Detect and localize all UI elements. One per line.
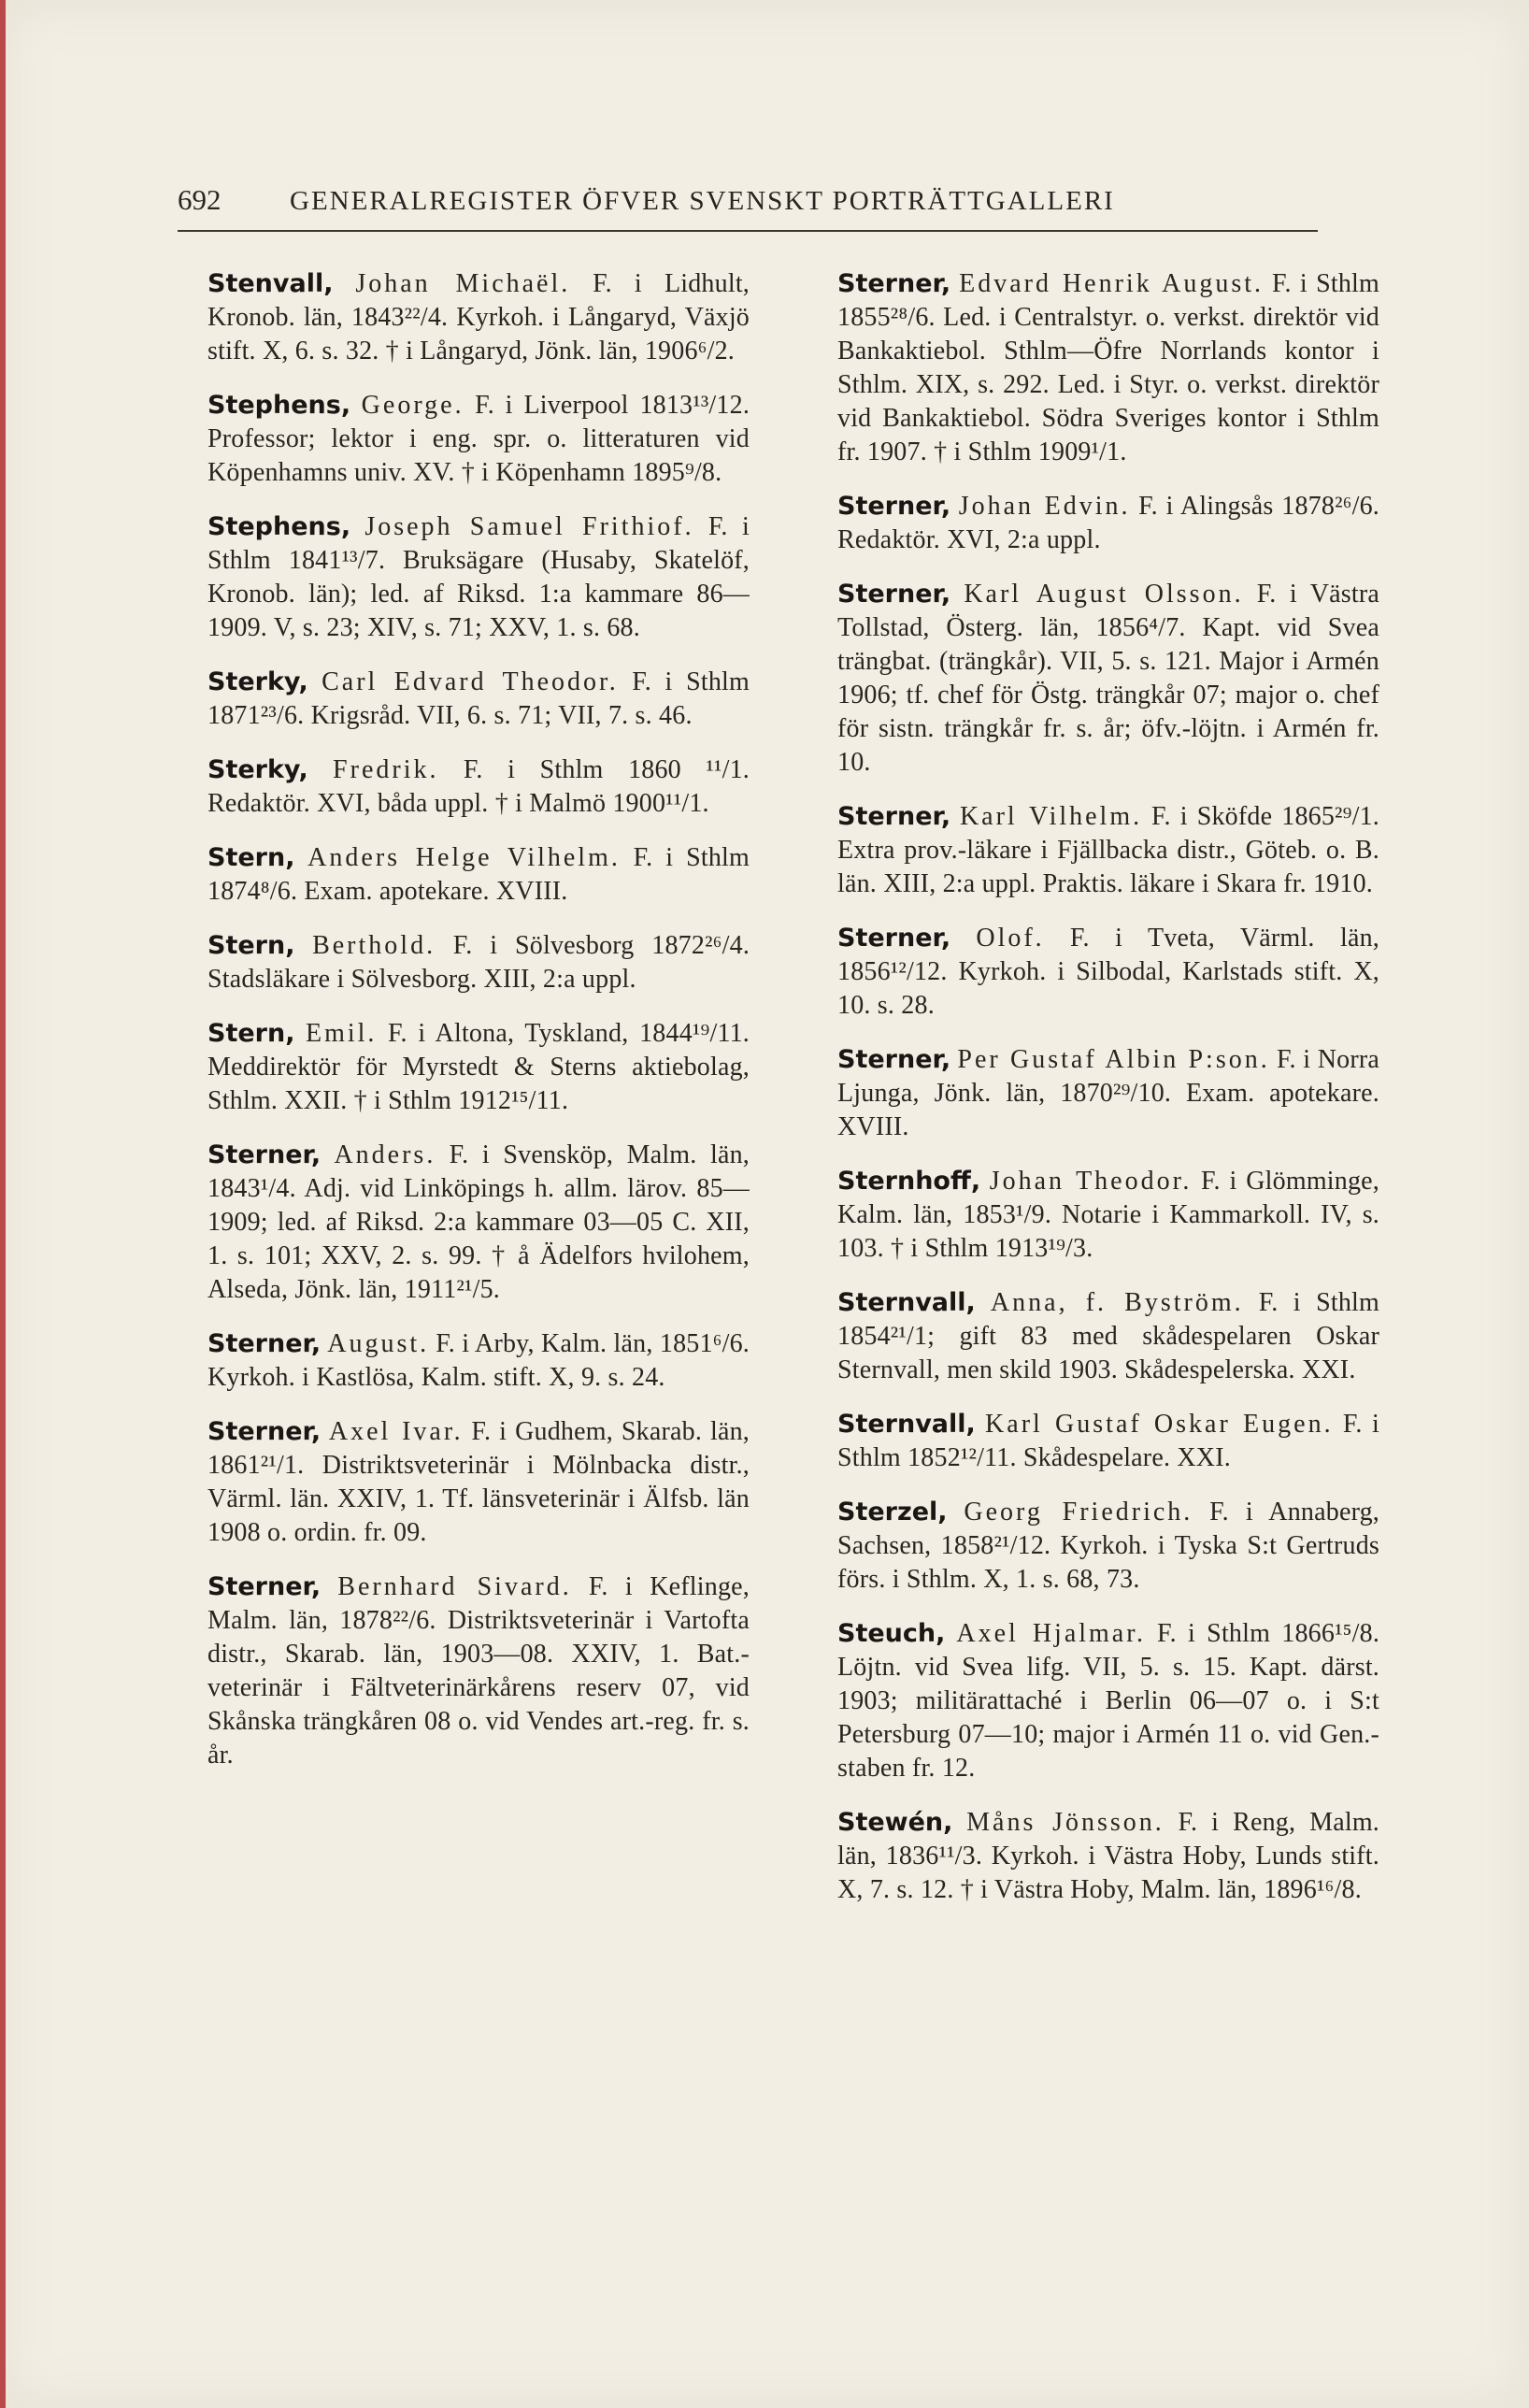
register-entry xyxy=(837,1496,1379,1597)
entry-text: F. i Sthlm 1866¹⁵/8. Löjtn. vid Svea lifg. VII, 5. s. 15. Kapt. därst. 1903; militärattaché i Berlin 06—07 o. i S:t Petersburg 07—10; major i Armén 11 o. vid Gen.-staben fr. 12. xyxy=(837,1619,1380,1783)
entry-surname: Sterzel, xyxy=(837,1498,948,1526)
page-number: 692 xyxy=(178,183,221,216)
entry-given-names: Carl Edvard Theodor. xyxy=(322,667,619,696)
entry-text: F. i Svensköp, Malm. län, 1843¹/4. Adj. vid Linköpings h. allm. lärov. 85—1909; led. af Riksd. 2:a kammare 03—05 C. XII, 1. s. 101; XXV, 2. s. 99. † å Ädelfors hvilohem, Alseda, Jönk. län, 1911²¹/5. xyxy=(207,1140,750,1304)
entry-text: F. i Glömminge, Kalm. län, 1853¹/9. Notarie i Kammarkoll. IV, s. 103. † i Sthlm 1913¹⁹/3. xyxy=(837,1167,1380,1263)
entry-surname: Sternvall, xyxy=(837,1288,976,1317)
entry-given-names: Måns Jönsson. xyxy=(966,1808,1165,1837)
entry-text: F. i Liverpool 1813¹³/12. Professor; lektor i eng. spr. o. litteraturen vid Köpenhamns univ. XV. † i Köpenhamn 1895⁹/8. xyxy=(207,391,750,487)
entry-surname: Sterner, xyxy=(207,1417,322,1446)
register-entry xyxy=(837,922,1379,1023)
entry-given-names: Johan Theodor. xyxy=(989,1167,1193,1196)
entry-surname: Sterner, xyxy=(837,269,951,298)
entry-surname: Stern, xyxy=(207,931,295,960)
register-entry xyxy=(207,666,750,733)
register-entry xyxy=(837,1806,1379,1907)
entry-given-names: Fredrik. xyxy=(333,755,439,784)
register-entry xyxy=(207,929,750,996)
register-entry xyxy=(837,1043,1379,1144)
entry-given-names: Axel Ivar. xyxy=(328,1417,464,1446)
entry-text: F. i Tveta, Värml. län, 1856¹²/12. Kyrkoh. i Silbodal, Karlstads stift. X, 10. s. 28. xyxy=(837,924,1380,1020)
register-entry xyxy=(837,1286,1379,1387)
entry-given-names: Johan Michaël. xyxy=(355,269,571,298)
entry-surname: Sterner, xyxy=(837,1045,951,1074)
entry-text: F. i Keflinge, Malm. län, 1878²²/6. Distriktsveterinär i Vartofta distr., Skarab. län, 1903—08. XXIV, 1. Bat.-veterinär i Fältveterinärkårens reserv 07, vid Skånska trängkåren 08 o. vid Vendes art.-reg. fr. s. år. xyxy=(207,1572,750,1770)
entry-given-names: Georg Friedrich. xyxy=(964,1498,1193,1526)
entry-text: F. i Sthlm 1855²⁸/6. Led. i Centralstyr. o. verkst. direktör vid Bankaktiebol. Sthlm—Öfre Norrlands kontor i Sthlm. XIX, s. 292. Led. i Styr. o. verkst. direktör vid Bankaktiebol. Södra Sveriges kontor i Sthlm fr. 1907. † i Sthlm 1909¹/1. xyxy=(837,269,1379,466)
entry-text: F. i Sthlm 1852¹²/11. Skådespelare. XXI. xyxy=(837,1410,1379,1472)
entry-surname: Stephens, xyxy=(207,391,351,420)
entry-surname: Sterner, xyxy=(837,492,951,521)
entry-surname: Steuch, xyxy=(837,1619,946,1648)
register-entry xyxy=(837,1408,1379,1475)
entry-given-names: Edvard Henrik August. xyxy=(959,269,1265,298)
register-entry xyxy=(837,490,1379,557)
header-rule xyxy=(178,230,1318,232)
entry-text: F. i Sölvesborg 1872²⁶/4. Stadsläkare i Sölvesborg. XIII, 2:a uppl. xyxy=(207,931,750,994)
entry-text: F. i Sthlm 1854²¹/1; gift 83 med skådespelaren Oskar Sternvall, men skild 1903. Skådespelerska. XXI. xyxy=(837,1288,1379,1384)
entry-given-names: Axel Hjalmar. xyxy=(956,1619,1147,1648)
register-entry xyxy=(207,389,750,490)
entry-text: F. i Sthlm 1871²³/6. Krigsråd. VII, 6. s. 71; VII, 7. s. 46. xyxy=(207,667,750,730)
entry-surname: Sterner, xyxy=(837,580,951,609)
entry-text: F. i Sthlm 1874⁸/6. Exam. apotekare. XVIII. xyxy=(207,843,750,906)
entry-given-names: Emil. xyxy=(305,1019,378,1048)
entry-text: F. i Västra Tollstad, Österg. län, 1856⁴/7. Kapt. vid Svea trängbat. (trängkår). VII, 5. s. 121. Major i Armén 1906; tf. chef för Östg. trängkår 07; major o. chef för sistn. trängkår fr. s. år; öfv.-löjtn. i Armén fr. 10. xyxy=(837,580,1380,777)
entry-surname: Sternvall, xyxy=(837,1410,976,1439)
register-entry xyxy=(837,267,1379,469)
entry-surname: Sterner, xyxy=(837,924,951,953)
register-entry xyxy=(837,578,1379,780)
register-entry xyxy=(207,1017,750,1118)
entry-given-names: Olof. xyxy=(976,924,1045,953)
register-entry xyxy=(837,1165,1379,1266)
entry-text: F. i Lidhult, Kronob. län, 1843²²/4. Kyrkoh. i Långaryd, Växjö stift. X, 6. s. 32. † i Långaryd, Jönk. län, 1906⁶/2. xyxy=(207,269,750,366)
register-entry xyxy=(207,267,750,368)
entry-surname: Stern, xyxy=(207,1019,295,1048)
entry-surname: Sterner, xyxy=(207,1572,322,1601)
entry-given-names: Bernhard Sivard. xyxy=(337,1572,572,1601)
register-entry xyxy=(837,1617,1379,1785)
entry-text: F. i Alingsås 1878²⁶/6. Redaktör. XVI, 2:a uppl. xyxy=(837,492,1379,554)
entry-given-names: Karl Vilhelm. xyxy=(959,802,1143,831)
entry-text: F. i Gudhem, Skarab. län, 1861²¹/1. Distriktsveterinär i Mölnbacka distr., Värml. län. XXIV, 1. Tf. länsveterinär i Älfsb. län 1908 o. ordin. fr. 09. xyxy=(207,1417,750,1547)
entry-surname: Sterky, xyxy=(207,755,308,784)
register-entry xyxy=(207,753,750,821)
register-entry xyxy=(207,510,750,645)
entry-surname: Sterner, xyxy=(837,802,951,831)
running-title: GENERALREGISTER ÖFVER SVENSKT PORTRÄTTGALLERI xyxy=(290,186,1115,216)
entry-surname: Stewén, xyxy=(837,1808,953,1837)
entry-given-names: Johan Edvin. xyxy=(958,492,1131,521)
entry-text: F. i Arby, Kalm. län, 1851⁶/6. Kyrkoh. i Kastlösa, Kalm. stift. X, 9. s. 24. xyxy=(207,1329,750,1392)
entry-surname: Stern, xyxy=(207,843,295,872)
entry-text: F. i Annaberg, Sachsen, 1858²¹/12. Kyrkoh. i Tyska S:t Gertruds förs. i Sthlm. X, 1. s. 68, 73. xyxy=(837,1498,1380,1594)
entry-given-names: Karl August Olsson. xyxy=(964,580,1244,609)
page-header xyxy=(178,183,1318,224)
register-entry xyxy=(207,1327,750,1395)
entry-given-names: George. xyxy=(361,391,464,420)
entry-text: F. i Norra Ljunga, Jönk. län, 1870²⁹/10. Exam. apotekare. XVIII. xyxy=(837,1045,1380,1141)
entry-given-names: Joseph Samuel Frithiof. xyxy=(364,512,694,541)
entry-given-names: August. xyxy=(327,1329,430,1358)
entry-surname: Sterner, xyxy=(207,1329,322,1358)
register-entry xyxy=(207,841,750,909)
entry-text: F. i Altona, Tyskland, 1844¹⁹/11. Meddirektör för Myrstedt & Sterns aktiebolag, Sthlm. XXII. † i Sthlm 1912¹⁵/11. xyxy=(207,1019,750,1115)
register-entry xyxy=(207,1415,750,1550)
entry-text: F. i Reng, Malm. län, 1836¹¹/3. Kyrkoh. i Västra Hoby, Lunds stift. X, 7. s. 12. † i Västra Hoby, Malm. län, 1896¹⁶/8. xyxy=(837,1808,1379,1904)
entry-surname: Sterner, xyxy=(207,1140,322,1169)
entry-text: F. i Sköfde 1865²⁹/1. Extra prov.-läkare i Fjällbacka distr., Göteb. o. B. län. XIII, 2:a uppl. Praktis. läkare i Skara fr. 1910. xyxy=(837,802,1379,898)
entry-given-names: Karl Gustaf Oskar Eugen. xyxy=(985,1410,1334,1439)
entry-text: F. i Sthlm 1841¹³/7. Bruksägare (Husaby, Skatelöf, Kronob. län); led. af Riksd. 1:a kammare 86—1909. V, s. 23; XIV, s. 71; XXV, 1. s. 68. xyxy=(207,512,750,642)
register-entry xyxy=(207,1570,750,1772)
entry-surname: Sternhoff, xyxy=(837,1167,981,1196)
entry-text: F. i Sthlm 1860 ¹¹/1. Redaktör. XVI, båda uppl. † i Malmö 1900¹¹/1. xyxy=(207,755,750,818)
register-entry xyxy=(207,1139,750,1307)
entry-surname: Sterky, xyxy=(207,667,308,696)
entry-given-names: Anders Helge Vilhelm. xyxy=(307,843,621,872)
entry-given-names: Per Gustaf Albin P:son. xyxy=(957,1045,1270,1074)
entry-surname: Stephens, xyxy=(207,512,351,541)
entry-given-names: Anna, f. Byström. xyxy=(990,1288,1244,1317)
entry-surname: Stenvall, xyxy=(207,269,334,298)
register-entry xyxy=(837,800,1379,901)
right-column xyxy=(837,267,1379,1928)
entry-given-names: Berthold. xyxy=(312,931,436,960)
left-column xyxy=(207,267,750,1793)
entry-given-names: Anders. xyxy=(334,1140,436,1169)
